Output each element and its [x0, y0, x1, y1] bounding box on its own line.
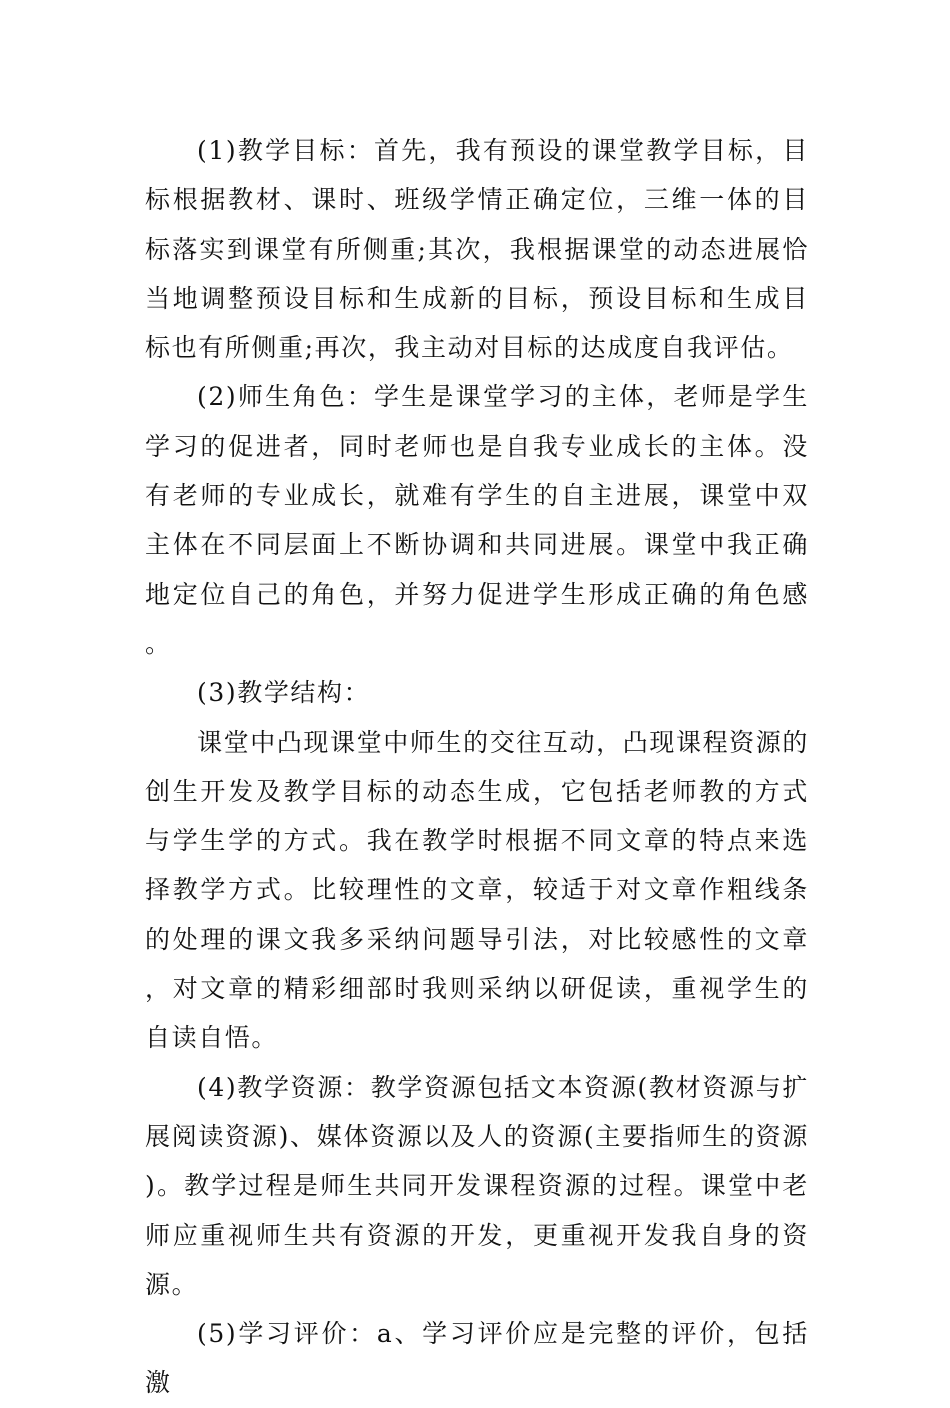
paragraph-teaching-goals: (1)教学目标：首先，我有预设的课堂教学目标，目标根据教材、课时、班级学情正确定位，三维一体的目标落实到课堂有所侧重;其次，我根据课堂的动态进展恰当地调整预设目标和生成新的目标，预设目标和生成目标也有所侧重;再次，我主动对目标的达成度自我评估。 — [145, 136, 809, 363]
paragraph-learning-evaluation: (5)学习评价：a、学习评价应是完整的评价，包括激 — [145, 1319, 809, 1398]
paragraph-teaching-resources: (4)教学资源：教学资源包括文本资源(教材资源与扩展阅读资源)、媒体资源以及人的资源(主要指师生的资源)。教学过程是师生共同开发课程资源的过程。课堂中老师应重视师生共有资源的开发，更重视开发我自身的资源。 — [145, 1072, 809, 1299]
paragraph-teaching-structure-body: 课堂中凸现课堂中师生的交往互动，凸现课程资源的创生开发及教学目标的动态生成，它包括老师教的方式与学生学的方式。我在教学时根据不同文章的特点来选择教学方式。比较理性的文章，较适于对文章作粗线条的处理的课文我多采纳问题导引法，对比较感性的文章，对文章的精彩细部时我则采纳以研促读，重视学生的自读自悟。 — [145, 727, 809, 1053]
document-body — [145, 126, 809, 1408]
paragraph-teaching-structure-heading: (3)教学结构： — [197, 678, 371, 708]
paragraph-teacher-student-roles: (2)师生角色：学生是课堂学习的主体，老师是学生学习的促进者，同时老师也是自我专业成长的主体。没有老师的专业成长，就难有学生的自主进展，课堂中双主体在不同层面上不断协调和共同进展。课堂中我正确地定位自己的角色，并努力促进学生形成正确的角色感。 — [145, 382, 809, 658]
